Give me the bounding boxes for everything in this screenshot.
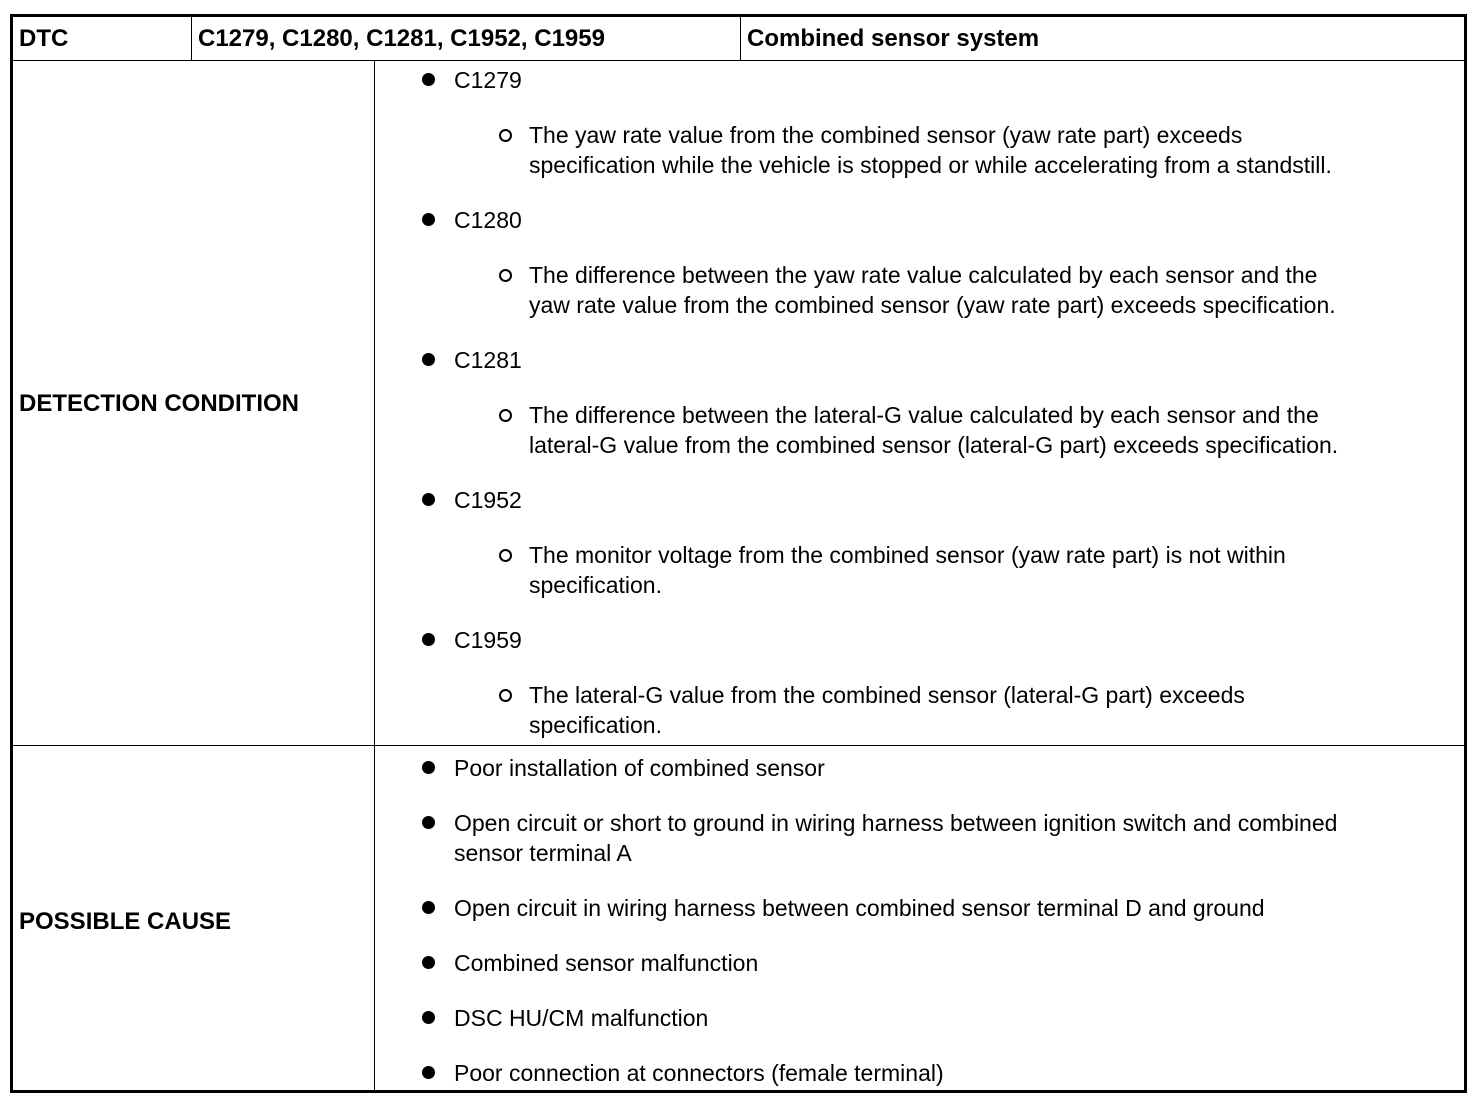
detection-detail: specification. xyxy=(529,712,662,738)
detection-detail: yaw rate value from the combined sensor (yaw rate part) exceeds specification. xyxy=(529,292,1336,318)
detection-detail: The difference between the yaw rate value calculated by each sensor and the xyxy=(529,262,1318,288)
detection-condition-label: DETECTION CONDITION xyxy=(19,390,299,417)
detection-code: C1280 xyxy=(454,207,522,233)
possible-cause-label: POSSIBLE CAUSE xyxy=(19,908,232,935)
sub-bullet-icon xyxy=(499,409,512,422)
detection-detail: The lateral-G value from the combined sensor (lateral-G part) exceeds xyxy=(529,682,1245,708)
cause-item: Poor installation of combined sensor xyxy=(454,755,825,781)
cause-item: Open circuit or short to ground in wiring harness between ignition switch and combined xyxy=(454,810,1338,836)
header-system-name: Combined sensor system xyxy=(747,25,1040,52)
dtc-table xyxy=(10,14,1467,1093)
row-divider xyxy=(13,745,1464,746)
detection-code: C1952 xyxy=(454,487,522,513)
detection-detail: specification. xyxy=(529,572,662,598)
cause-item: Open circuit in wiring harness between combined sensor terminal D and ground xyxy=(454,895,1265,921)
detection-detail: The difference between the lateral-G value calculated by each sensor and the xyxy=(529,402,1319,428)
cause-item: sensor terminal A xyxy=(454,840,632,866)
sub-bullet-icon xyxy=(499,269,512,282)
bullet-icon xyxy=(422,353,435,366)
bullet-icon xyxy=(422,73,435,86)
bullet-icon xyxy=(422,956,435,969)
bullet-icon xyxy=(422,816,435,829)
bullet-icon xyxy=(422,761,435,774)
detection-code: C1959 xyxy=(454,627,522,653)
sub-bullet-icon xyxy=(499,549,512,562)
detection-code: C1279 xyxy=(454,67,522,93)
header-dtc-label: DTC xyxy=(19,25,69,52)
sub-bullet-icon xyxy=(499,129,512,142)
detection-detail: lateral-G value from the combined sensor (lateral-G part) exceeds specification. xyxy=(529,432,1339,458)
bullet-icon xyxy=(422,1011,435,1024)
bullet-icon xyxy=(422,901,435,914)
detection-code: C1281 xyxy=(454,347,522,373)
column-divider xyxy=(374,61,375,1093)
header-dtc-codes: C1279, C1280, C1281, C1952, C1959 xyxy=(198,25,605,52)
detection-detail: The yaw rate value from the combined sensor (yaw rate part) exceeds xyxy=(529,122,1243,148)
detection-detail: The monitor voltage from the combined sensor (yaw rate part) is not within xyxy=(529,542,1286,568)
detection-detail: specification while the vehicle is stopped or while accelerating from a standstill. xyxy=(529,152,1332,178)
sub-bullet-icon xyxy=(499,689,512,702)
cause-item: Combined sensor malfunction xyxy=(454,950,759,976)
cause-item: Poor connection at connectors (female terminal) xyxy=(454,1060,944,1086)
bullet-icon xyxy=(422,633,435,646)
table-header-row xyxy=(13,17,1464,61)
bullet-icon xyxy=(422,493,435,506)
cause-item: DSC HU/CM malfunction xyxy=(454,1005,709,1031)
bullet-icon xyxy=(422,213,435,226)
bullet-icon xyxy=(422,1066,435,1079)
